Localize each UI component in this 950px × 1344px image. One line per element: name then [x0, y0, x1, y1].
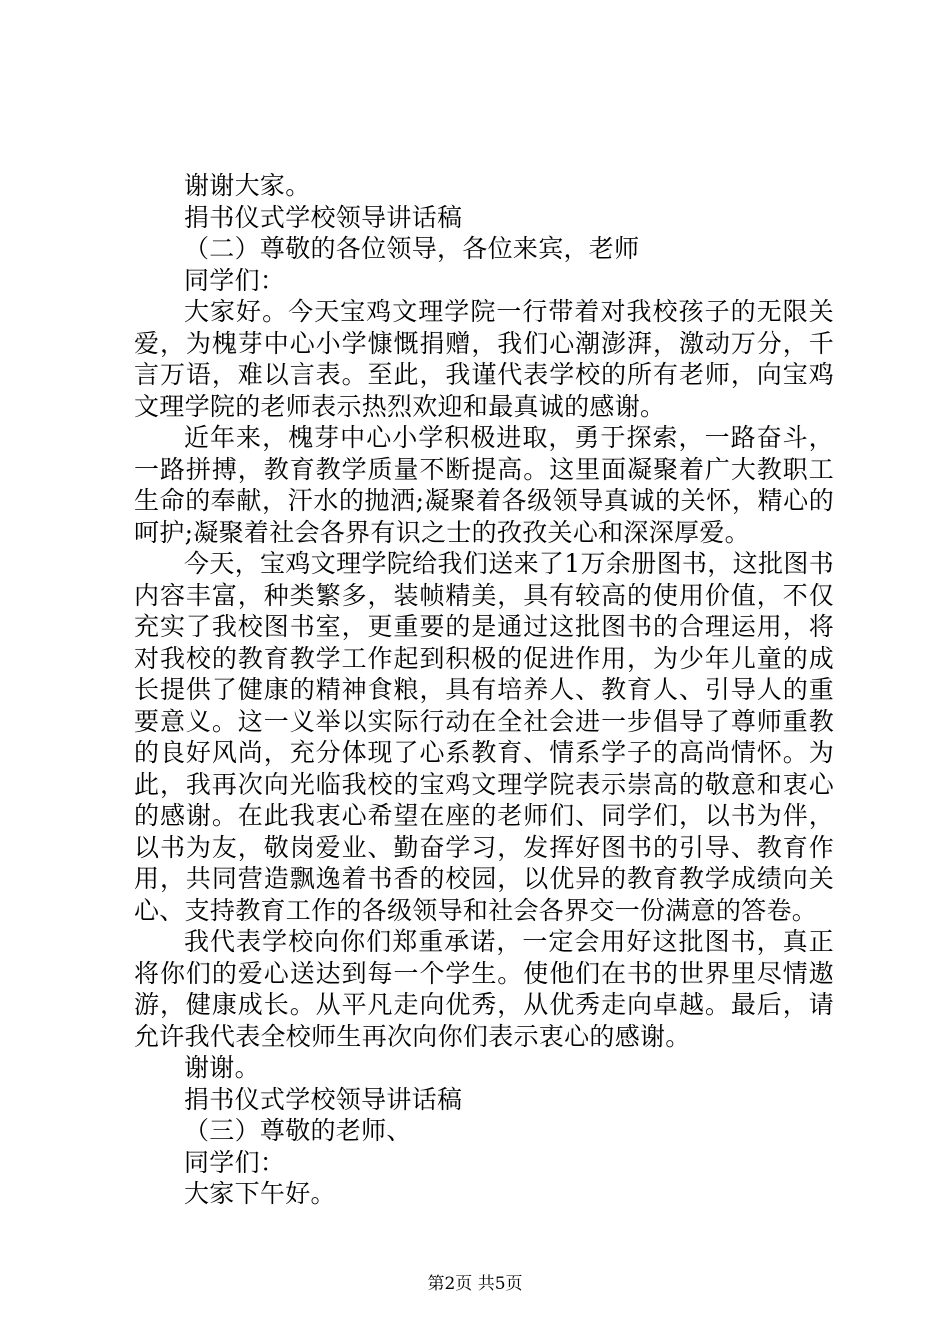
paragraph-good-afternoon: 大家下午好。	[184, 1179, 336, 1208]
paragraph-greeting-2-students: 同学们：	[184, 265, 286, 295]
paragraph-greeting-2: （二）尊敬的各位领导，各位来宾，老师	[184, 234, 640, 263]
paragraph-promise: 我代表学校向你们郑重承诺，一定会用好这批图书，真正将你们的爱心送达到每一个学生。使他们在书的世界里尽情遨游，健康成长。从平凡走向优秀，从优秀走向卓越。最后，请允许我代表全校师生再次向你们表示衷心的感谢。	[134, 927, 834, 1051]
document-body	[134, 170, 834, 1210]
paragraph-recent-years: 近年来，槐芽中心小学积极进取，勇于探索，一路奋斗，一路拼搏，教育教学质量不断提高。这里面凝聚着广大教职工生命的奉献，汗水的抛洒;凝聚着各级领导真诚的关怀，精心的呵护;凝聚着社会各界有识之士的孜孜关心和深深厚爱。	[134, 423, 834, 547]
paragraph-greeting-3: （三）尊敬的老师、	[184, 1116, 412, 1145]
page-number-footer: 第2页 共5页	[427, 1274, 523, 1294]
paragraph-title-2: 捐书仪式学校领导讲话稿	[184, 202, 463, 232]
paragraph-thanks: 谢谢。	[184, 1053, 260, 1082]
paragraph-greeting-3-students: 同学们：	[184, 1147, 286, 1177]
paragraph-closing-thanks: 谢谢大家。	[184, 171, 311, 200]
paragraph-title-3: 捐书仪式学校领导讲话稿	[184, 1084, 463, 1114]
paragraph-welcome: 大家好。今天宝鸡文理学院一行带着对我校孩子的无限关爱，为槐芽中心小学慷慨捐赠，我们心潮澎湃，激动万分，千言万语，难以言表。至此，我谨代表学校的所有老师，向宝鸡文理学院的老师表示热烈欢迎和最真诚的感谢。	[134, 297, 834, 421]
paragraph-book-donation: 今天，宝鸡文理学院给我们送来了1万余册图书，这批图书内容丰富，种类繁多，装帧精美，具有较高的使用价值，不仅充实了我校图书室，更重要的是通过这批图书的合理运用，将对我校的教育教学工作起到积极的促进作用，为少年儿童的成长提供了健康的精神食粮，具有培养人、教育人、引导人的重要意义。这一义举以实际行动在全社会进一步倡导了尊师重教的良好风尚，充分体现了心系教育、情系学子的高尚情怀。为此，我再次向光临我校的宝鸡文理学院表示崇高的敬意和衷心的感谢。在此我衷心希望在座的老师们、同学们，以书为伴，以书为友，敬岗爱业、勤奋学习，发挥好图书的引导、教育作用，共同营造飘逸着书香的校园，以优异的教育教学成绩向关心、支持教育工作的各级领导和社会各界交一份满意的答卷。	[134, 549, 834, 925]
